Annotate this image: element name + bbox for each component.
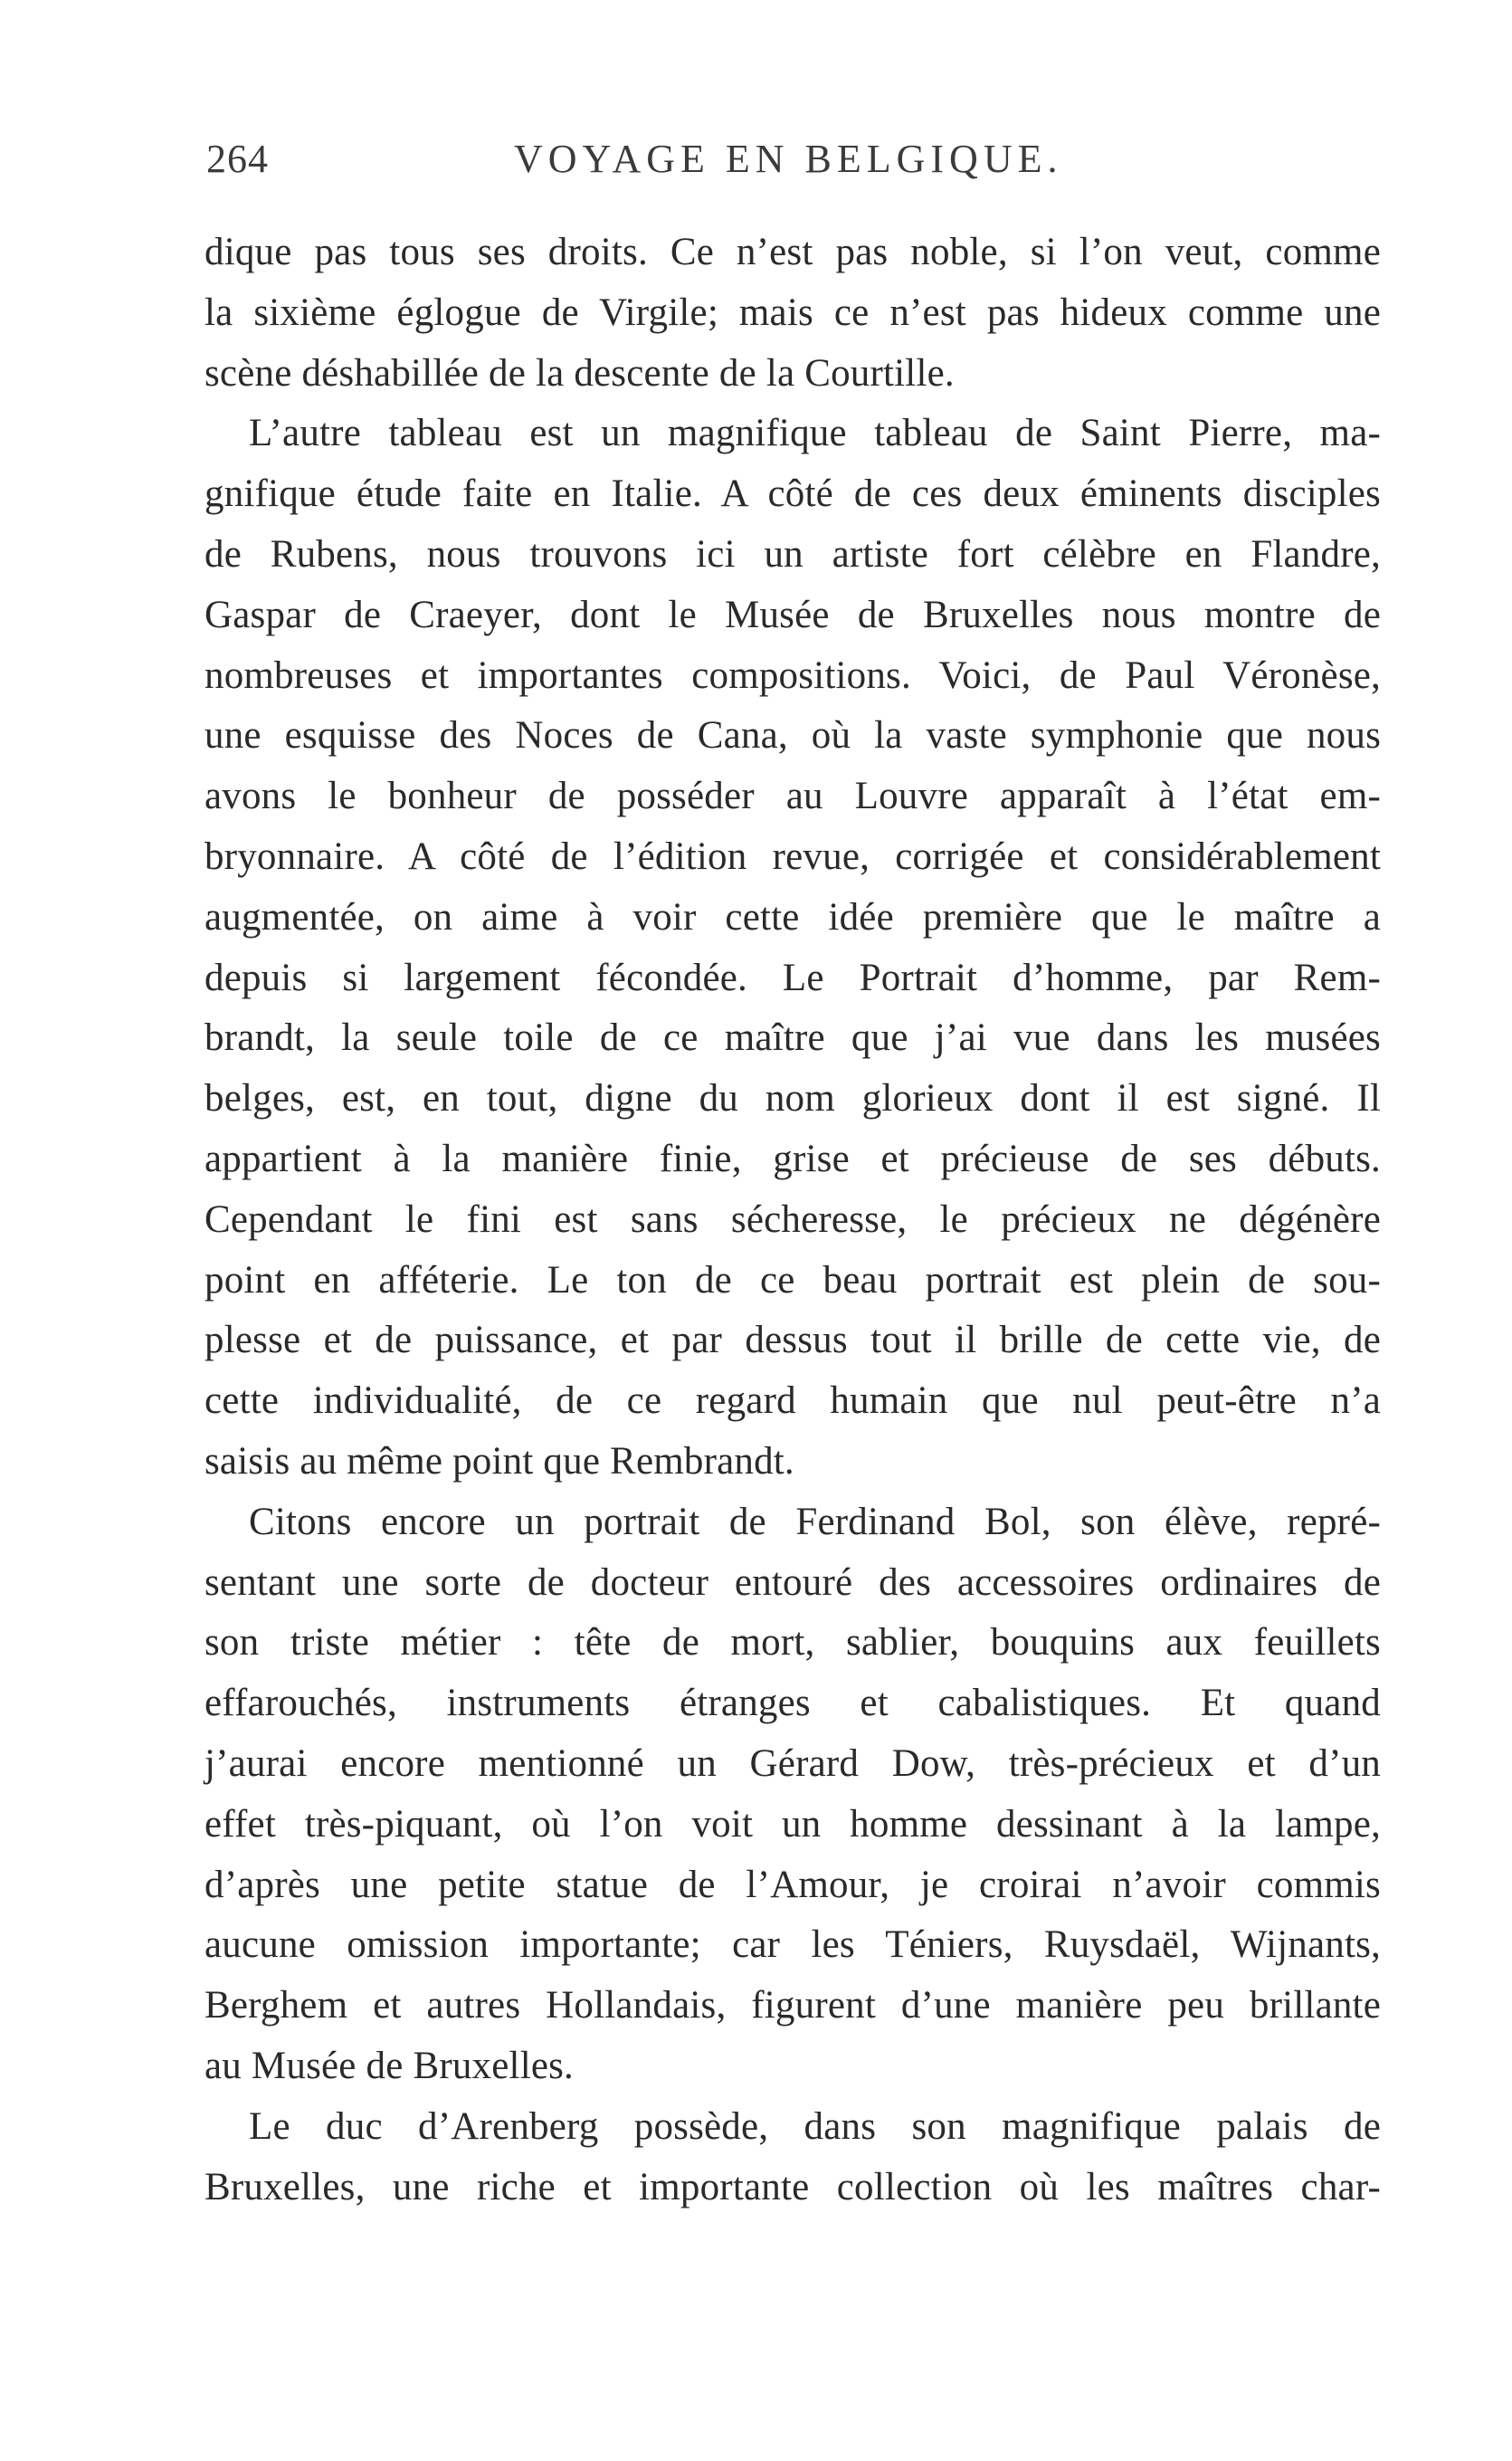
running-head: VOYAGE EN BELGIQUE.: [514, 137, 1063, 181]
text-line: son triste métier : tête de mort, sablier, bouquins aux feuillets: [204, 1621, 1381, 1665]
text-line: avons le bonheur de posséder au Louvre apparaît à l’état em-: [204, 775, 1381, 818]
text-line: L’autre tableau est un magnifique tableau de Saint Pierre, ma-: [249, 412, 1381, 455]
text-line: sentant une sorte de docteur entouré des accessoires ordinaires de: [204, 1560, 1381, 1604]
text-line: de Rubens, nous trouvons ici un artiste fort célèbre en Flandre,: [204, 532, 1381, 576]
text-line: aucune omission importante; car les Téniers, Ruysdaël, Wijnants,: [204, 1923, 1381, 1967]
paragraph: [204, 223, 1381, 404]
text-line: effarouchés, instruments étranges et cabalistiques. Et quand: [204, 1682, 1381, 1725]
text-line: la sixième églogue de Virgile; mais ce n’est pas hideux comme une: [204, 291, 1381, 334]
text-line: plesse et de puissance, et par dessus tout il brille de cette vie, de: [204, 1319, 1381, 1362]
text-line: cette individualité, de ce regard humain que nul peut-être n’a: [204, 1379, 1381, 1423]
text-line: Berghem et autres Hollandais, figurent d’une manière peu brillante: [204, 1984, 1381, 2027]
page-number: 264: [206, 137, 269, 181]
paragraph: [204, 404, 1381, 1492]
text-line: saisis au même point que Rembrandt.: [204, 1439, 794, 1483]
text-line: Cependant le fini est sans sécheresse, le précieux ne dégénère: [204, 1197, 1381, 1241]
text-line: Citons encore un portrait de Ferdinand Bol, son élève, repré-: [249, 1500, 1381, 1543]
text-line: scène déshabillée de la descente de la Courtille.: [204, 351, 955, 395]
text-line: au Musée de Bruxelles.: [204, 2044, 575, 2087]
text-line: nombreuses et importantes compositions. Voici, de Paul Véronèse,: [204, 653, 1381, 697]
text-line: point en afféterie. Le ton de ce beau portrait est plein de sou-: [204, 1258, 1381, 1302]
text-line: belges, est, en tout, digne du nom glorieux dont il est signé. Il: [204, 1077, 1381, 1121]
paragraph: [204, 1493, 1381, 2097]
text-line: une esquisse des Noces de Cana, où la vaste symphonie que nous: [204, 714, 1381, 758]
text-line: augmentée, on aime à voir cette idée première que le maître a: [204, 895, 1381, 939]
text-line: gnifique étude faite en Italie. A côté de ces deux éminents disciples: [204, 472, 1381, 516]
text-line: Bruxelles, une riche et importante collection où les maîtres char-: [204, 2165, 1381, 2208]
text-line: Le duc d’Arenberg possède, dans son magnifique palais de: [249, 2104, 1381, 2148]
text-line: bryonnaire. A côté de l’édition revue, corrigée et considérablement: [204, 835, 1381, 878]
text-line: d’après une petite statue de l’Amour, je croirai n’avoir commis: [204, 1863, 1381, 1906]
text-line: j’aurai encore mentionné un Gérard Dow, très-précieux et d’un: [204, 1741, 1381, 1785]
text-line: appartient à la manière finie, grise et précieuse de ses débuts.: [204, 1137, 1381, 1180]
paragraph: [204, 2097, 1381, 2218]
page-header: [206, 136, 1383, 199]
text-line: Gaspar de Craeyer, dont le Musée de Bruxelles nous montre de: [204, 593, 1381, 636]
text-line: depuis si largement fécondée. Le Portrait d’homme, par Rem-: [204, 956, 1381, 999]
text-line: dique pas tous ses droits. Ce n’est pas noble, si l’on veut, comme: [204, 231, 1381, 273]
body-text: [204, 223, 1381, 2218]
text-line: brandt, la seule toile de ce maître que j’ai vue dans les musées: [204, 1016, 1381, 1060]
text-line: effet très-piquant, où l’on voit un homme dessinant à la lampe,: [204, 1802, 1381, 1846]
